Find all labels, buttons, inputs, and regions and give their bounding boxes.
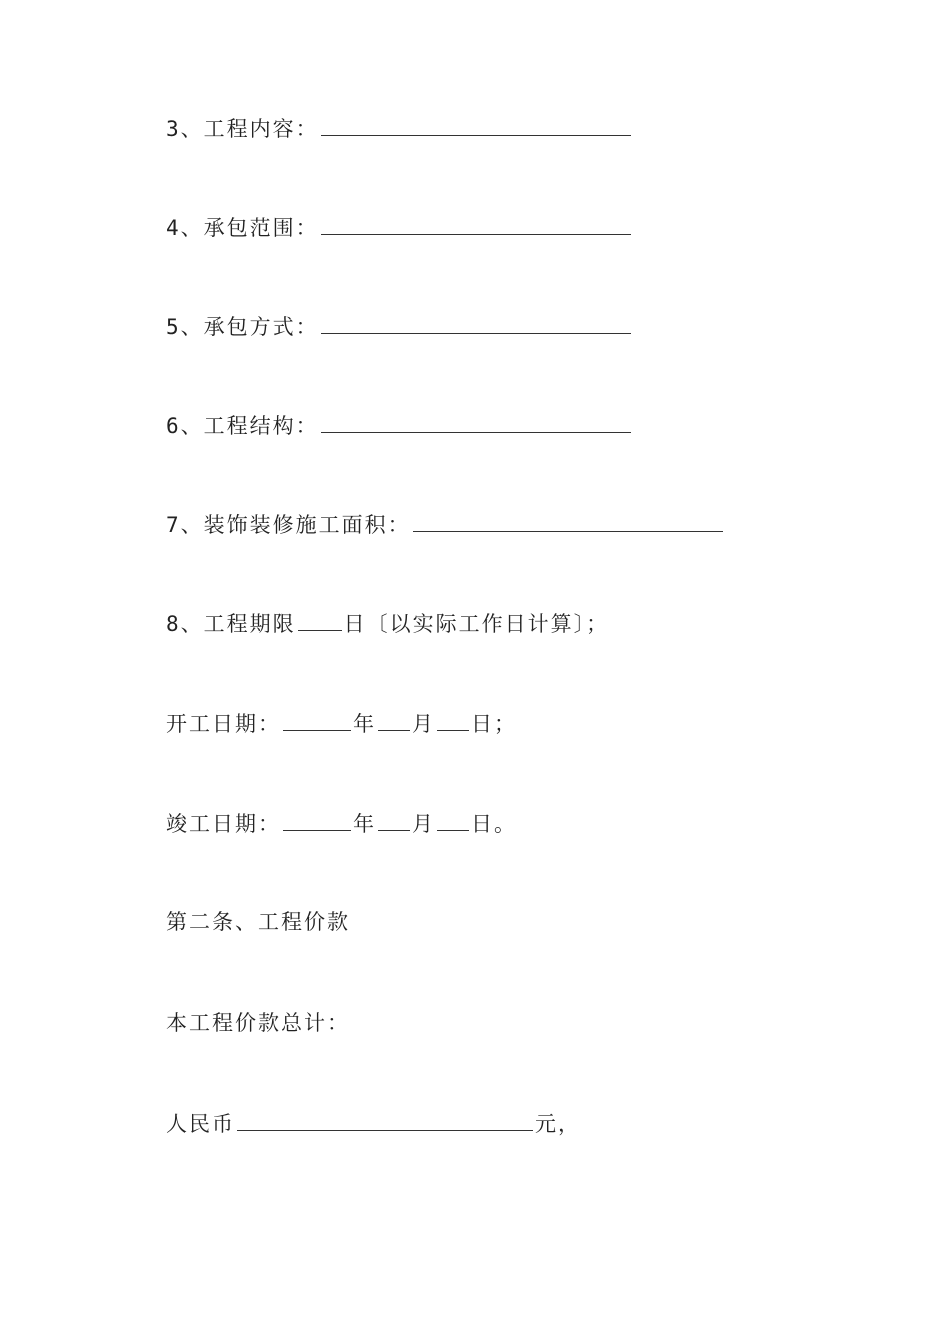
- end-year-unit: 年: [353, 812, 376, 836]
- end-day-blank[interactable]: [437, 808, 469, 831]
- contract-method-line: [166, 311, 633, 342]
- period-days-blank[interactable]: [298, 608, 342, 631]
- end-month-unit: 月: [412, 812, 435, 836]
- rmb-line: [166, 1108, 581, 1139]
- start-day-unit: 日；: [471, 712, 517, 736]
- contract-method-label: 5、承包方式：: [166, 315, 319, 339]
- start-day-blank[interactable]: [437, 708, 469, 731]
- end-year-blank[interactable]: [283, 808, 351, 831]
- end-date-label: 竣工日期：: [166, 812, 281, 836]
- area-line: [166, 509, 725, 540]
- rmb-prefix: 人民币: [166, 1112, 235, 1136]
- contract-scope-blank[interactable]: [321, 212, 631, 235]
- start-month-unit: 月: [412, 712, 435, 736]
- end-date-line: [166, 808, 517, 839]
- period-prefix: 8、工程期限: [166, 612, 296, 636]
- work-content-line: [166, 113, 633, 144]
- start-date-label: 开工日期：: [166, 712, 281, 736]
- period-suffix: 日〔以实际工作日计算〕；: [343, 612, 610, 636]
- work-content-blank[interactable]: [321, 113, 631, 136]
- structure-blank[interactable]: [321, 410, 631, 433]
- structure-label: 6、工程结构：: [166, 414, 319, 438]
- start-date-line: [166, 708, 517, 739]
- start-month-blank[interactable]: [378, 708, 410, 731]
- start-year-unit: 年: [353, 712, 376, 736]
- contract-scope-label: 4、承包范围：: [166, 216, 319, 240]
- price-total-label: 本工程价款总计：: [166, 1011, 350, 1035]
- section-title: 第二条、工程价款: [166, 910, 350, 934]
- end-month-blank[interactable]: [378, 808, 410, 831]
- work-content-label: 3、工程内容：: [166, 117, 319, 141]
- structure-line: [166, 410, 633, 441]
- rmb-amount-blank[interactable]: [237, 1108, 533, 1131]
- end-day-unit: 日。: [471, 812, 517, 836]
- start-year-blank[interactable]: [283, 708, 351, 731]
- rmb-suffix: 元，: [535, 1112, 581, 1136]
- area-blank[interactable]: [413, 509, 723, 532]
- area-label: 7、装饰装修施工面积：: [166, 513, 411, 537]
- contract-scope-line: [166, 212, 633, 243]
- contract-method-blank[interactable]: [321, 311, 631, 334]
- period-line: [166, 608, 609, 639]
